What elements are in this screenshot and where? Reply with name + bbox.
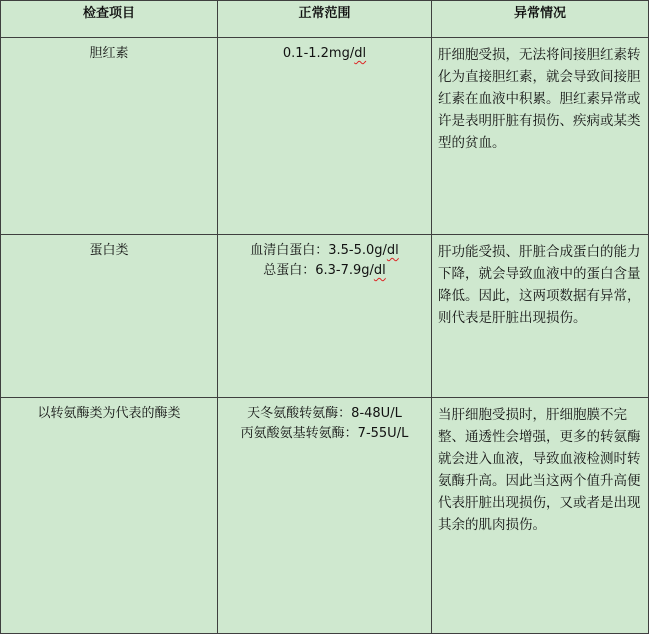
abnormal-description: 肝细胞受损，无法将间接胆红素转化为直接胆红素，就会导致间接胆红素在血液中积累。胆红素异常或许是表明肝脏有损伤、疾病或某类型的贫血。	[438, 47, 641, 151]
range-line: 0.1-1.2mg/dl	[282, 46, 367, 61]
table-row	[1, 398, 648, 633]
range-line: 血清白蛋白：3.5-5.0g/dl	[250, 243, 399, 258]
normal-range	[218, 235, 432, 397]
range-line: 总蛋白：6.3-7.9g/dl	[263, 263, 386, 278]
range-line: 丙氨酸氨基转氨酶：7-55U/L	[240, 426, 409, 441]
item-name: 以转氨酶类为代表的酶类	[1, 398, 218, 633]
item-name: 蛋白类	[1, 235, 218, 397]
table-header-row	[1, 1, 648, 38]
header-cell-abnormal: 异常情况	[513, 6, 566, 21]
normal-range	[218, 398, 432, 633]
header-cell-range: 正常范围	[218, 1, 432, 37]
table-row	[1, 38, 648, 235]
table-row	[1, 235, 648, 398]
abnormal-description: 肝功能受损、肝脏合成蛋白的能力下降，就会导致血液中的蛋白含量降低。因此，这两项数据有异常，则代表是肝脏出现损伤。	[438, 244, 641, 326]
normal-range	[218, 38, 432, 234]
header-cell-item: 检查项目	[1, 1, 218, 37]
range-line: 天冬氨酸转氨酶：8-48U/L	[247, 406, 402, 421]
abnormal-description: 当肝细胞受损时，肝细胞膜不完整、通透性会增强，更多的转氨酶就会进入血液，导致血液检测时转氨酶升高。因此当这两个值升高便代表肝脏出现损伤，又或者是出现其余的肌肉损伤。	[438, 407, 641, 533]
item-name: 胆红素	[1, 38, 218, 234]
